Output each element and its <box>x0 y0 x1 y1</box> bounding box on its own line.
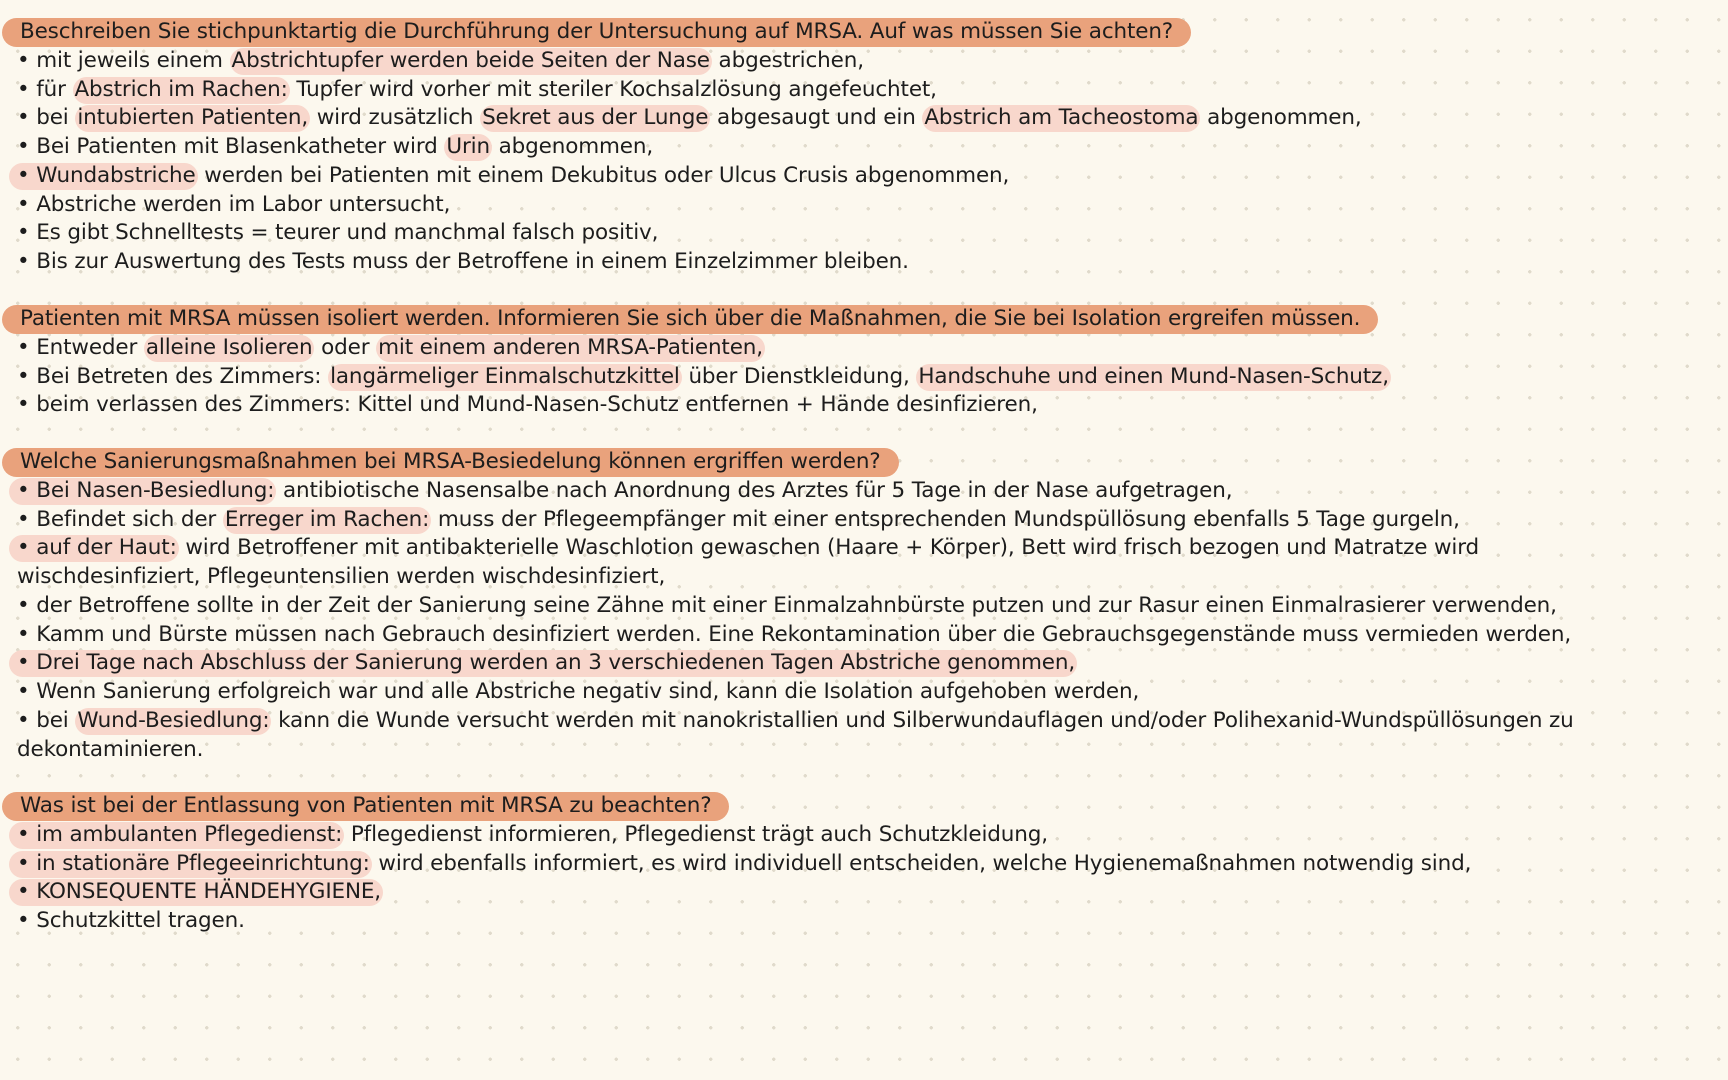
line-text: • Kamm und Bürste müssen nach Gebrauch desinfiziert werden. Eine Rekontamination über die Gebrauchsgegenstände muss vermieden werden, <box>17 621 1572 647</box>
bullet-line <box>17 247 909 277</box>
bullet-line <box>17 591 1557 621</box>
highlighted-text: Abstrich am Tacheostoma <box>924 105 1199 131</box>
highlighted-text: Urin <box>446 134 490 159</box>
line-text: kann die Wunde versucht werden mit nanokristallien und Silberwundauflagen und/oder Polihexanid-Wundspüllösungen zu <box>271 707 1574 733</box>
highlighted-text: • Wundabstriche <box>9 163 198 190</box>
section-question <box>17 17 1191 47</box>
highlighted-text: • Bei Nasen-Besiedlung: <box>9 478 276 505</box>
question-text: Beschreiben Sie stichpunktartig die Durchführung der Untersuchung auf MRSA. Auf was müssen Sie achten? <box>2 18 1191 47</box>
bullet-line <box>17 476 1232 506</box>
highlighted-text: alleine Isolieren <box>145 334 313 360</box>
line-text: werden bei Patienten mit einem Dekubitus oder Ulcus Crusis abgenommen, <box>197 162 1010 188</box>
line-text: • bei <box>17 707 76 733</box>
bullet-line <box>17 820 1048 850</box>
section-question <box>17 304 1378 334</box>
question-text: Was ist bei der Entlassung von Patienten mit MRSA zu beachten? <box>2 792 729 821</box>
bullet-line <box>17 849 1471 879</box>
highlighted-text: • auf der Haut: <box>9 535 179 562</box>
bullet-line <box>17 877 383 907</box>
line-text: Tupfer wird vorher mit steriler Kochsalzlösung angefeuchtet, <box>289 76 937 102</box>
highlighted-text: • KONSEQUENTE HÄNDEHYGIENE, <box>9 879 383 906</box>
line-text: wird zusätzlich <box>310 105 481 131</box>
line-text: • Befindet sich der <box>17 506 223 532</box>
highlighted-text: • Drei Tage nach Abschluss der Sanierung werden an 3 verschiedenen Tagen Abstriche genommen, <box>9 650 1077 677</box>
line-text: • Wenn Sanierung erfolgreich war und alle Abstriche negativ sind, kann die Isolation aufgehoben werden, <box>17 679 1140 704</box>
line-text: • der Betroffene sollte in der Zeit der Sanierung seine Zähne mit einer Einmalzahnbürste putzen und zur Rasur einen Einmalrasierer verwenden, <box>17 592 1557 618</box>
highlighted-text: Abstrichtupfer werden beide Seiten der Nase <box>231 47 710 73</box>
question-text: Welche Sanierungsmaßnahmen bei MRSA-Besiedelung können ergriffen werden? <box>2 448 899 477</box>
line-text: wird Betroffener mit antibakterielle Waschlotion gewaschen (Haare + Körper), Bett wird frisch bezogen und Matratze wird <box>178 535 1480 561</box>
line-text: wischdesinfiziert, Pflegeuntensilien werden wischdesinfiziert, <box>17 564 666 589</box>
section-question <box>17 791 729 821</box>
line-text: abgestrichen, <box>711 47 864 73</box>
bullet-line <box>17 906 245 936</box>
bullet-line <box>17 677 1139 707</box>
line-text: • beim verlassen des Zimmers: Kittel und Mund-Nasen-Schutz entfernen + Hände desinfizieren, <box>17 392 1038 418</box>
line-text: • Bis zur Auswertung des Tests muss der Betroffene in einem Einzelzimmer bleiben. <box>17 249 909 274</box>
bullet-line <box>17 562 665 592</box>
highlighted-text: Erreger im Rachen: <box>224 506 430 532</box>
line-text: Pflegedienst informieren, Pflegedienst trägt auch Schutzkleidung, <box>344 821 1048 847</box>
highlighted-text: langärmeliger Einmalschutzkittel <box>330 363 680 389</box>
bullet-line <box>17 161 1009 191</box>
line-text: abgesaugt und ein <box>710 105 923 131</box>
bullet-line <box>17 620 1571 650</box>
bullet-line <box>17 362 1391 392</box>
bullet-line <box>17 505 1460 535</box>
bullet-line <box>17 735 203 765</box>
line-text: oder <box>314 334 377 360</box>
bullet-line <box>17 218 658 248</box>
highlighted-text: Handschuhe und einen Mund-Nasen-Schutz, <box>918 363 1389 389</box>
line-text: abgenommen, <box>491 134 654 159</box>
bullet-line <box>17 706 1574 736</box>
bullet-line <box>17 648 1077 678</box>
bullet-line <box>17 75 937 105</box>
highlighted-text: Abstrich im Rachen: <box>74 76 288 102</box>
line-text: • für <box>17 76 73 102</box>
line-text: • Schutzkittel tragen. <box>17 908 245 933</box>
highlighted-text: mit einem anderen MRSA-Patienten, <box>378 334 763 360</box>
line-text: antibiotische Nasensalbe nach Anordnung des Arztes für 5 Tage in der Nase aufgetragen, <box>276 477 1233 503</box>
line-text: • Bei Betreten des Zimmers: <box>17 363 329 389</box>
line-text: • Entweder <box>17 334 144 360</box>
highlighted-text: Sekret aus der Lunge <box>482 105 709 131</box>
bullet-line <box>17 390 1038 420</box>
highlighted-text: Wund-Besiedlung: <box>77 707 270 733</box>
bullet-line <box>17 333 765 363</box>
line-text: wird ebenfalls informiert, es wird individuell entscheiden, welche Hygienemaßnahmen notwendig sind, <box>371 850 1472 876</box>
section-question <box>17 447 899 477</box>
line-text: • Abstriche werden im Labor untersucht, <box>17 191 451 217</box>
highlighted-text: • im ambulanten Pflegedienst: <box>9 822 344 849</box>
bullet-line <box>17 46 864 76</box>
line-text: • Es gibt Schnelltests = teurer und manchmal falsch positiv, <box>17 220 659 246</box>
line-text: muss der Pflegeempfänger mit einer entsprechenden Mundspüllösung ebenfalls 5 Tage gurgeln, <box>431 506 1460 532</box>
line-text: abgenommen, <box>1200 105 1362 131</box>
bullet-line <box>17 103 1362 133</box>
line-text: über Dienstkleidung, <box>681 363 917 389</box>
line-text: • mit jeweils einem <box>17 47 230 73</box>
highlighted-text: • in stationäre Pflegeeinrichtung: <box>9 851 372 878</box>
question-text: Patienten mit MRSA müssen isoliert werden. Informieren Sie sich über die Maßnahmen, die Sie bei Isolation ergreifen müssen. <box>2 305 1378 334</box>
bullet-line <box>17 132 653 162</box>
line-text: • Bei Patienten mit Blasenkatheter wird <box>17 134 445 159</box>
highlighted-text: intubierten Patienten, <box>77 105 309 131</box>
bullet-line <box>17 533 1479 563</box>
line-text: dekontaminieren. <box>17 736 204 762</box>
bullet-line <box>17 190 450 220</box>
line-text: • bei <box>17 105 76 131</box>
